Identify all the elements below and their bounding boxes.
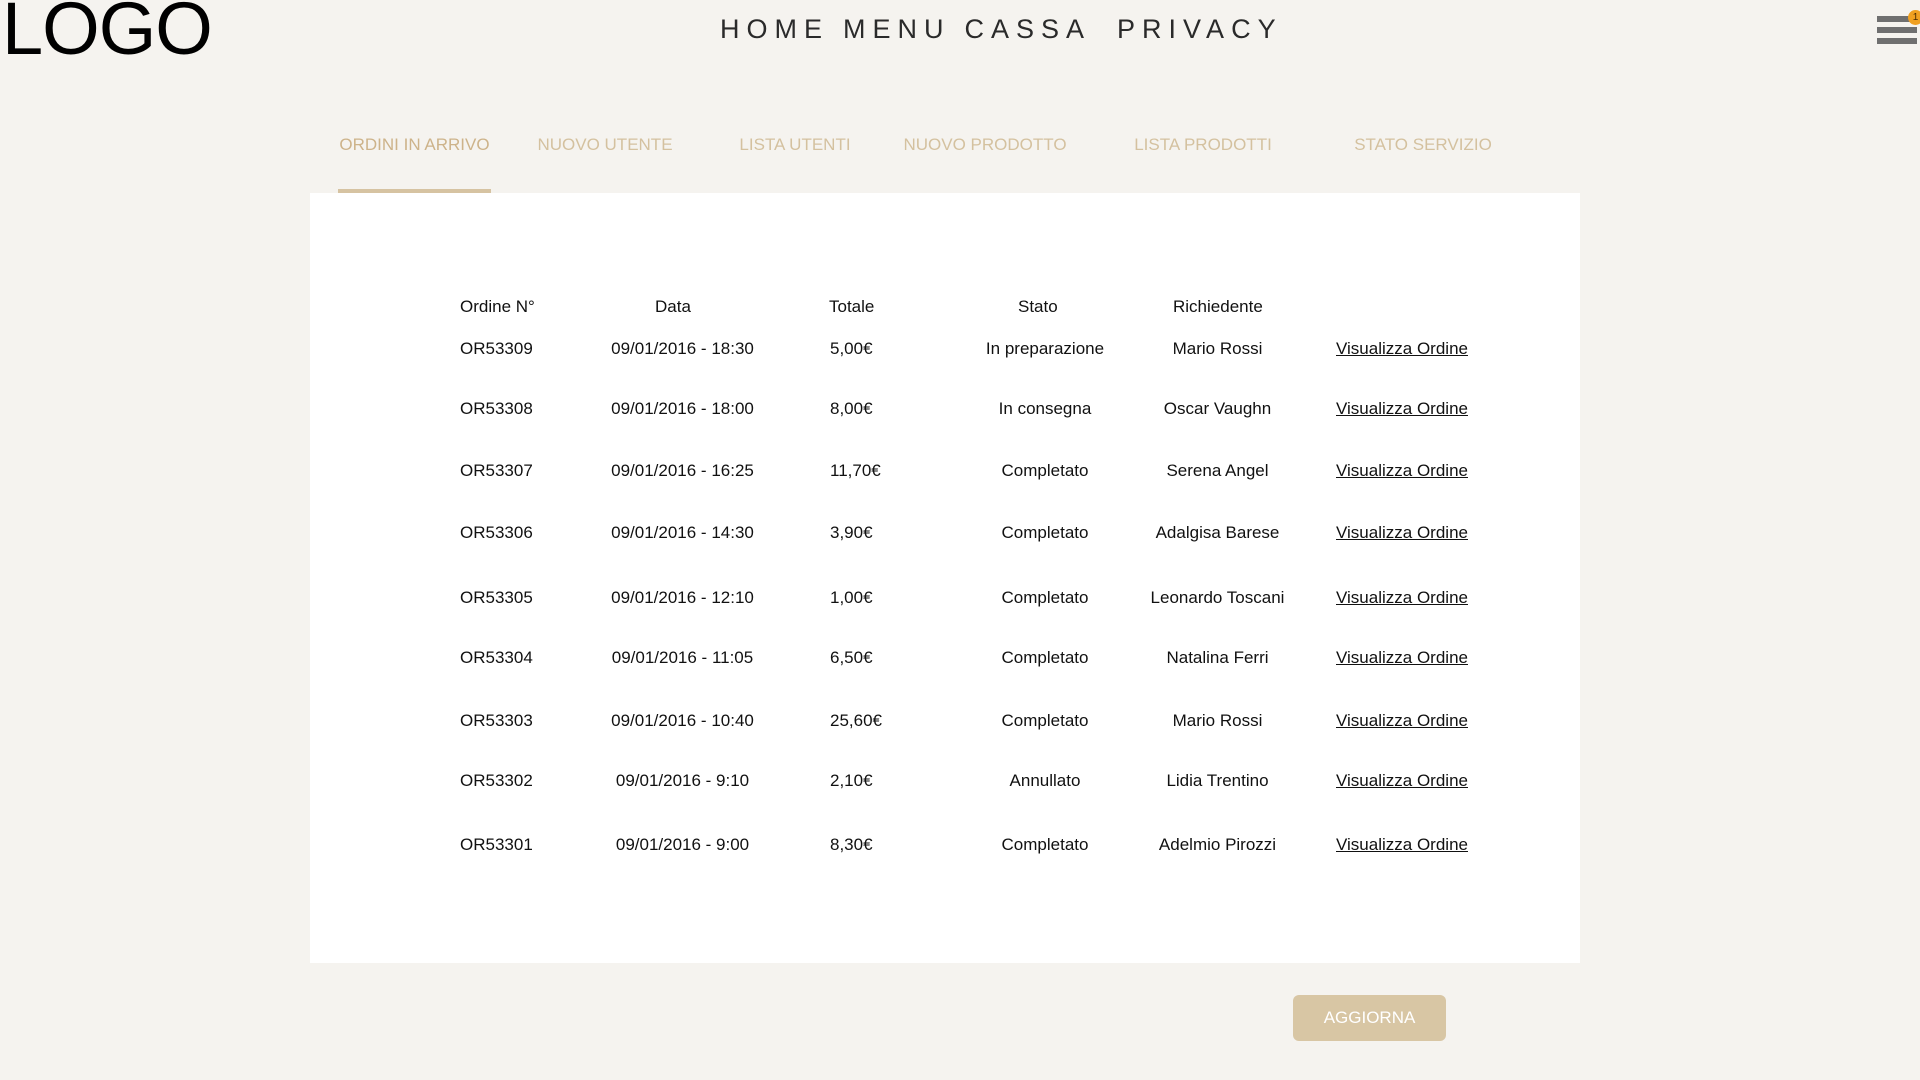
cell-totale: 25,60€ — [830, 711, 882, 730]
hamburger-menu-icon[interactable] — [1877, 12, 1919, 52]
header-stato: Stato — [1018, 297, 1058, 316]
cell-richiedente: Serena Angel — [1166, 461, 1269, 480]
tab-ordini-in-arrivo[interactable]: ORDINI IN ARRIVO — [338, 120, 491, 193]
cell-richiedente: Natalina Ferri — [1166, 648, 1269, 667]
view-order-link[interactable]: Visualizza Ordine — [1336, 835, 1468, 854]
top-navigation — [720, 14, 1283, 45]
notification-badge: 1 — [1908, 10, 1920, 25]
cell-totale: 11,70€ — [830, 461, 881, 480]
cell-data: 09/01/2016 - 14:30 — [611, 523, 754, 542]
cell-ordine: OR53302 — [460, 771, 533, 790]
cell-totale: 5,00€ — [830, 339, 873, 358]
view-order-link[interactable]: Visualizza Ordine — [1336, 461, 1468, 480]
cell-data: 09/01/2016 - 18:00 — [611, 399, 754, 418]
logo[interactable]: LOGO — [2, 0, 212, 70]
view-order-link[interactable]: Visualizza Ordine — [1336, 711, 1468, 730]
cell-totale: 8,30€ — [830, 835, 873, 854]
cell-totale: 1,00€ — [830, 588, 873, 607]
cell-ordine: OR53303 — [460, 711, 533, 730]
cell-stato: Completato — [1001, 648, 1089, 667]
cell-ordine: OR53304 — [460, 648, 533, 667]
cell-ordine: OR53309 — [460, 339, 533, 358]
view-order-link[interactable]: Visualizza Ordine — [1336, 588, 1468, 607]
cell-stato: Completato — [1001, 835, 1089, 854]
header-richiedente: Richiedente — [1173, 297, 1263, 316]
nav-cassa[interactable]: CASSA — [964, 14, 1092, 44]
cell-totale: 6,50€ — [830, 648, 873, 667]
cell-richiedente: Oscar Vaughn — [1163, 399, 1272, 418]
header-data: Data — [655, 297, 691, 316]
nav-home[interactable]: HOME — [720, 14, 829, 44]
nav-privacy[interactable]: PRIVACY — [1117, 14, 1283, 44]
cell-stato: Annullato — [1009, 771, 1081, 790]
cell-ordine: OR53305 — [460, 588, 533, 607]
view-order-link[interactable]: Visualizza Ordine — [1336, 339, 1468, 358]
cell-stato: Completato — [1001, 523, 1089, 542]
tab-lista-utenti[interactable]: LISTA UTENTI — [739, 135, 851, 154]
tab-nuovo-prodotto[interactable]: NUOVO PRODOTTO — [903, 135, 1067, 154]
cell-richiedente: Adelmio Pirozzi — [1158, 835, 1277, 854]
cell-ordine: OR53308 — [460, 399, 533, 418]
cell-richiedente: Mario Rossi — [1172, 339, 1263, 358]
orders-panel — [310, 193, 1580, 963]
aggiorna-button[interactable]: AGGIORNA — [1293, 995, 1446, 1041]
cell-stato: Completato — [1001, 461, 1089, 480]
cell-data: 09/01/2016 - 12:10 — [611, 588, 754, 607]
header-totale: Totale — [829, 297, 875, 316]
view-order-link[interactable]: Visualizza Ordine — [1336, 771, 1468, 790]
nav-menu[interactable]: MENU — [843, 14, 951, 44]
admin-tabs — [310, 120, 1580, 193]
header-ordine: Ordine N° — [460, 297, 535, 316]
cell-data: 09/01/2016 - 16:25 — [611, 461, 754, 480]
cell-ordine: OR53307 — [460, 461, 533, 480]
tab-nuovo-utente[interactable]: NUOVO UTENTE — [537, 135, 673, 154]
cell-stato: Completato — [1001, 711, 1089, 730]
cell-data: 09/01/2016 - 9:00 — [615, 835, 750, 854]
view-order-link[interactable]: Visualizza Ordine — [1336, 399, 1468, 418]
tab-lista-prodotti[interactable]: LISTA PRODOTTI — [1134, 135, 1272, 154]
view-order-link[interactable]: Visualizza Ordine — [1336, 648, 1468, 667]
cell-richiedente: Adalgisa Barese — [1155, 523, 1280, 542]
cell-totale: 2,10€ — [830, 771, 873, 790]
cell-richiedente: Leonardo Toscani — [1150, 588, 1285, 607]
cell-data: 09/01/2016 - 11:05 — [611, 648, 754, 667]
cell-richiedente: Mario Rossi — [1172, 711, 1263, 730]
view-order-link[interactable]: Visualizza Ordine — [1336, 523, 1468, 542]
cell-stato: In consegna — [998, 399, 1092, 418]
cell-totale: 3,90€ — [830, 523, 873, 542]
tab-stato-servizio[interactable]: STATO SERVIZIO — [1354, 135, 1492, 154]
cell-stato: In preparazione — [985, 339, 1105, 358]
cell-totale: 8,00€ — [830, 399, 873, 418]
cell-data: 09/01/2016 - 9:10 — [615, 771, 750, 790]
cell-ordine: OR53306 — [460, 523, 533, 542]
cell-richiedente: Lidia Trentino — [1166, 771, 1269, 790]
cell-data: 09/01/2016 - 18:30 — [611, 339, 754, 358]
cell-data: 09/01/2016 - 10:40 — [611, 711, 754, 730]
cell-stato: Completato — [1001, 588, 1089, 607]
cell-ordine: OR53301 — [460, 835, 533, 854]
